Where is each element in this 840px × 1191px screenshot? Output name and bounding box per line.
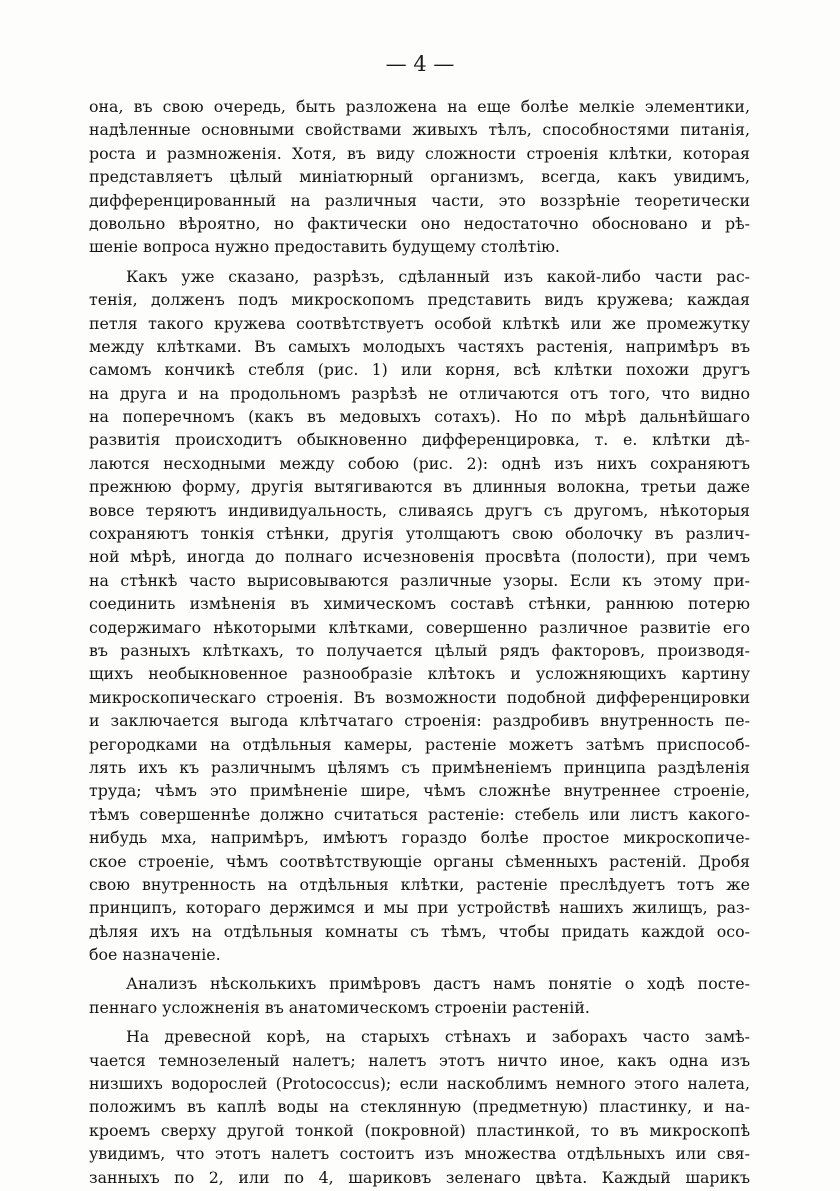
text-line: довольно вѣроятно, но фактически оно недостаточно обосновано и рѣ- xyxy=(89,213,750,233)
text-line: положимъ въ каплѣ воды на стеклянную (предметную) пластинку, и на- xyxy=(89,1097,750,1117)
text-line: нибудь мха, напримѣръ, имѣютъ гораздо болѣе простое микроскопиче- xyxy=(89,828,750,848)
text-line: представляетъ цѣлый миніатюрный организмъ, всегда, какъ увидимъ, xyxy=(89,167,750,187)
paragraph xyxy=(89,1025,750,1189)
paragraph xyxy=(89,265,750,967)
text-line: дифференцированный на различныя части, это воззрѣніе теоретически xyxy=(89,190,750,210)
text-line: дѣляя ихъ на отдѣльныя комнаты съ тѣмъ, чтобы придать каждой осо- xyxy=(89,921,750,941)
body-text xyxy=(89,95,750,1189)
text-line: вовсе теряютъ индивидуальность, сливаясь другъ съ другомъ, нѣкоторыя xyxy=(89,500,750,520)
text-line: между клѣтками. Въ самыхъ молодыхъ частяхъ растенія, напримѣръ въ xyxy=(89,336,750,356)
text-line: содержимаго нѣкоторыми клѣтками, совершенно различное развитіе его xyxy=(89,617,750,637)
text-line: Какъ уже сказано, разрѣзъ, сдѣланный изъ какой-либо части рас- xyxy=(126,266,750,286)
text-line: увидимъ, что этотъ налетъ состоитъ изъ множества отдѣльныхъ или свя- xyxy=(89,1144,750,1164)
text-line: на поперечномъ (какъ въ медовыхъ сотахъ). Но по мѣрѣ дальнѣйшаго xyxy=(89,407,750,427)
text-line: пеннаго усложненія въ анатомическомъ строеніи растеній. xyxy=(89,997,590,1017)
text-line: петля такого кружева соотвѣтствуетъ особой клѣткѣ или же промежутку xyxy=(89,313,750,333)
text-line: она, въ свою очередь, быть разложена на еще болѣе мелкіе элементики, xyxy=(89,97,750,116)
text-line: шеніе вопроса нужно предоставить будущему столѣтію. xyxy=(89,237,560,257)
text-line: свою внутренность на отдѣльныя клѣтки, растеніе преслѣдуетъ тотъ же xyxy=(89,874,750,894)
paragraph xyxy=(89,95,750,259)
text-line: соединить измѣненія въ химическомъ составѣ стѣнки, раннюю потерю xyxy=(89,594,750,614)
text-line: тенія, долженъ подъ микроскопомъ представить видъ кружева; каждая xyxy=(89,290,750,310)
text-line: принципъ, котораго держимся и мы при устройствѣ нашихъ жилищъ, раз- xyxy=(89,898,750,918)
page-number: — 4 — xyxy=(385,52,455,76)
text-line: надѣленные основными свойствами живыхъ тѣлъ, способностями питанія, xyxy=(89,120,750,140)
text-line: на стѣнкѣ часто вырисовываются различные узоры. Если къ этому при- xyxy=(89,570,750,590)
text-line: самомъ кончикѣ стебля (рис. 1) или корня, всѣ клѣтки похожи другъ xyxy=(89,360,750,380)
paragraph xyxy=(89,972,750,1019)
text-line: чается темнозеленый налетъ; налетъ этотъ ничто иное, какъ одна изъ xyxy=(89,1050,750,1070)
text-line: ной мѣрѣ, иногда до полнаго исчезновенія просвѣта (полости), при чемъ xyxy=(89,547,750,567)
text-line: и заключается выгода клѣтчатаго строенія: раздробивъ внутренность пе- xyxy=(89,711,750,731)
text-line: лаются несходными между собою (рис. 2): однѣ изъ нихъ сохраняютъ xyxy=(89,453,750,473)
text-line: лять ихъ къ различнымъ цѣлямъ съ примѣненіемъ принципа раздѣленія xyxy=(89,757,750,777)
text-line: тѣмъ совершеннѣе должно считаться растеніе: стебель или листъ какого- xyxy=(89,804,750,824)
text-line: прежнюю форму, другія вытягиваются въ длинныя волокна, третьи даже xyxy=(89,477,750,497)
text-line: роста и размноженія. Хотя, въ виду сложности строенія клѣтки, которая xyxy=(89,143,750,163)
text-line: ское строеніе, чѣмъ соотвѣтствующіе органы сѣменныхъ растеній. Дробя xyxy=(89,851,750,871)
text-line: регородками на отдѣльныя камеры, растеніе можетъ затѣмъ приспособ- xyxy=(89,734,750,754)
text-line: щихъ необыкновенное разнообразіе клѣтокъ и усложняющихъ картину xyxy=(89,664,750,684)
text-line: микроскопическаго строенія. Въ возможности подобной дифференцировки xyxy=(89,687,750,707)
text-line: сохраняютъ тонкія стѣнки, другія утолщаютъ свою оболочку въ различ- xyxy=(89,524,750,544)
text-line: труда; чѣмъ это примѣненіе шире, чѣмъ сложнѣе внутреннее строеніе, xyxy=(89,781,750,801)
text-line: въ разныхъ клѣткахъ, то получается цѣлый рядъ факторовъ, производя- xyxy=(89,640,750,660)
text-line: занныхъ по 2, или по 4, шариковъ зеленаго цвѣта. Каждый шарикъ xyxy=(89,1167,750,1187)
text-line: На древесной корѣ, на старыхъ стѣнахъ и заборахъ часто замѣ- xyxy=(126,1027,750,1047)
text-line: бое назначеніе. xyxy=(89,945,221,965)
text-line: Анализъ нѣсколькихъ примѣровъ дастъ намъ понятіе о ходѣ посте- xyxy=(126,974,750,994)
text-line: низшихъ водорослей (Protococcus); если наскоблимъ немного этого налета, xyxy=(89,1074,750,1094)
text-line: развитія происходитъ обыкновенно дифференцировка, т. е. клѣтки дѣ- xyxy=(89,430,750,450)
text-line: кроемъ сверху другой тонкой (покровной) пластинкой, то въ микроскопѣ xyxy=(89,1120,750,1140)
text-line: на друга и на продольномъ разрѣзѣ не отличаются отъ того, что видно xyxy=(89,383,750,403)
